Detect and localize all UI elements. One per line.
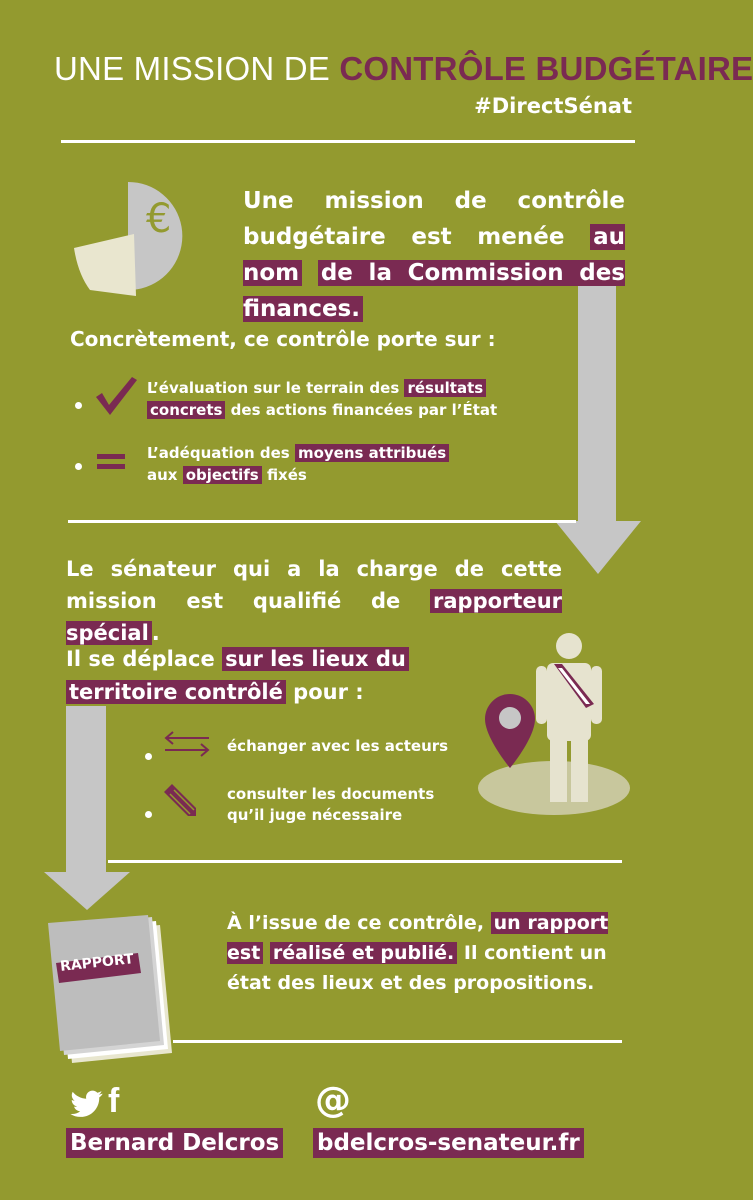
rapporteur-text-main: Le sénateur qui a la charge de cette mission est qualifié de bbox=[66, 557, 562, 613]
concretement-heading: Concrètement, ce contrôle porte sur : bbox=[70, 327, 496, 351]
rapport-highlight2: réalisé et publié. bbox=[270, 942, 457, 964]
twitter-icon[interactable] bbox=[68, 1090, 106, 1122]
title-part2: CONTRÔLE BUDGÉTAIRE bbox=[339, 50, 753, 87]
item2-line1: consulter les documents bbox=[227, 785, 435, 803]
senator-name[interactable]: Bernard Delcros bbox=[66, 1128, 283, 1158]
deplacement-highlight2: territoire contrôlé bbox=[66, 680, 286, 704]
divider-3 bbox=[108, 860, 622, 863]
website-link[interactable]: bdelcros-senateur.fr bbox=[313, 1128, 584, 1158]
euro-pie-icon bbox=[70, 178, 190, 298]
concret-item-1 bbox=[147, 377, 497, 421]
bullet-1 bbox=[75, 402, 82, 409]
equals-icon bbox=[97, 452, 125, 472]
rapporteur-end: . bbox=[151, 621, 160, 645]
intro-text1: Une mission de contrôle budgétaire est menée bbox=[243, 188, 625, 250]
item2-text-b: aux bbox=[147, 466, 183, 484]
rapport-text1: À l’issue de ce contrôle, bbox=[227, 912, 491, 934]
deplacement-text2: pour : bbox=[285, 680, 364, 704]
rapport-highlight1: un rapport est bbox=[227, 912, 609, 964]
rapport-document-icon bbox=[44, 915, 178, 1065]
rapport-text2: Il contient un état des lieux et des propositions. bbox=[227, 942, 607, 994]
bullet-2 bbox=[75, 463, 82, 470]
item2-highlight1: moyens attribués bbox=[295, 444, 449, 462]
item1-text-b: des actions financées par l’État bbox=[225, 401, 498, 419]
deplacement-text bbox=[66, 643, 409, 709]
item1-highlight1: résultats bbox=[404, 379, 486, 397]
divider-2 bbox=[68, 520, 576, 523]
item1-highlight2: concrets bbox=[147, 401, 225, 419]
hashtag: #DirectSénat bbox=[474, 94, 632, 118]
intro-highlight2: de la Commission des finances. bbox=[243, 260, 625, 322]
page-title bbox=[54, 50, 753, 88]
rapport-label: RAPPORT bbox=[59, 951, 135, 975]
exchange-arrows-icon bbox=[163, 731, 211, 757]
facebook-icon[interactable]: f bbox=[108, 1082, 120, 1120]
deplacement-highlight1: sur les lieux du bbox=[222, 647, 409, 671]
item2-highlight2: objectifs bbox=[183, 466, 262, 484]
senator-location-illustration bbox=[472, 628, 637, 823]
intro-text bbox=[243, 183, 625, 327]
intro-highlight1: au nom bbox=[243, 224, 625, 286]
rapporteur-highlight: rapporteur spécial bbox=[66, 589, 562, 645]
item2-text-a: L’adéquation des bbox=[147, 444, 295, 462]
svg-text:€: € bbox=[146, 196, 172, 242]
divider-4 bbox=[173, 1040, 622, 1043]
item1-text-a: L’évaluation sur le terrain des bbox=[147, 379, 405, 397]
checkmark-icon bbox=[94, 375, 138, 417]
deplacement-item-1: échanger avec les acteurs bbox=[227, 737, 449, 755]
bullet-4 bbox=[145, 811, 152, 818]
concret-item-2 bbox=[147, 442, 449, 486]
at-icon: @ bbox=[315, 1080, 351, 1121]
rapport-text bbox=[227, 908, 617, 998]
deplacement-item-2 bbox=[227, 784, 434, 826]
title-part1: UNE MISSION DE bbox=[54, 50, 340, 87]
item2-line2: qu’il juge nécessaire bbox=[227, 806, 403, 824]
bullet-3 bbox=[145, 753, 152, 760]
deplacement-text1: Il se déplace bbox=[66, 647, 223, 671]
pencil-icon bbox=[162, 784, 200, 822]
arrow-down-left bbox=[44, 706, 130, 911]
item2-text-c: fixés bbox=[261, 466, 307, 484]
divider-top bbox=[61, 140, 635, 143]
